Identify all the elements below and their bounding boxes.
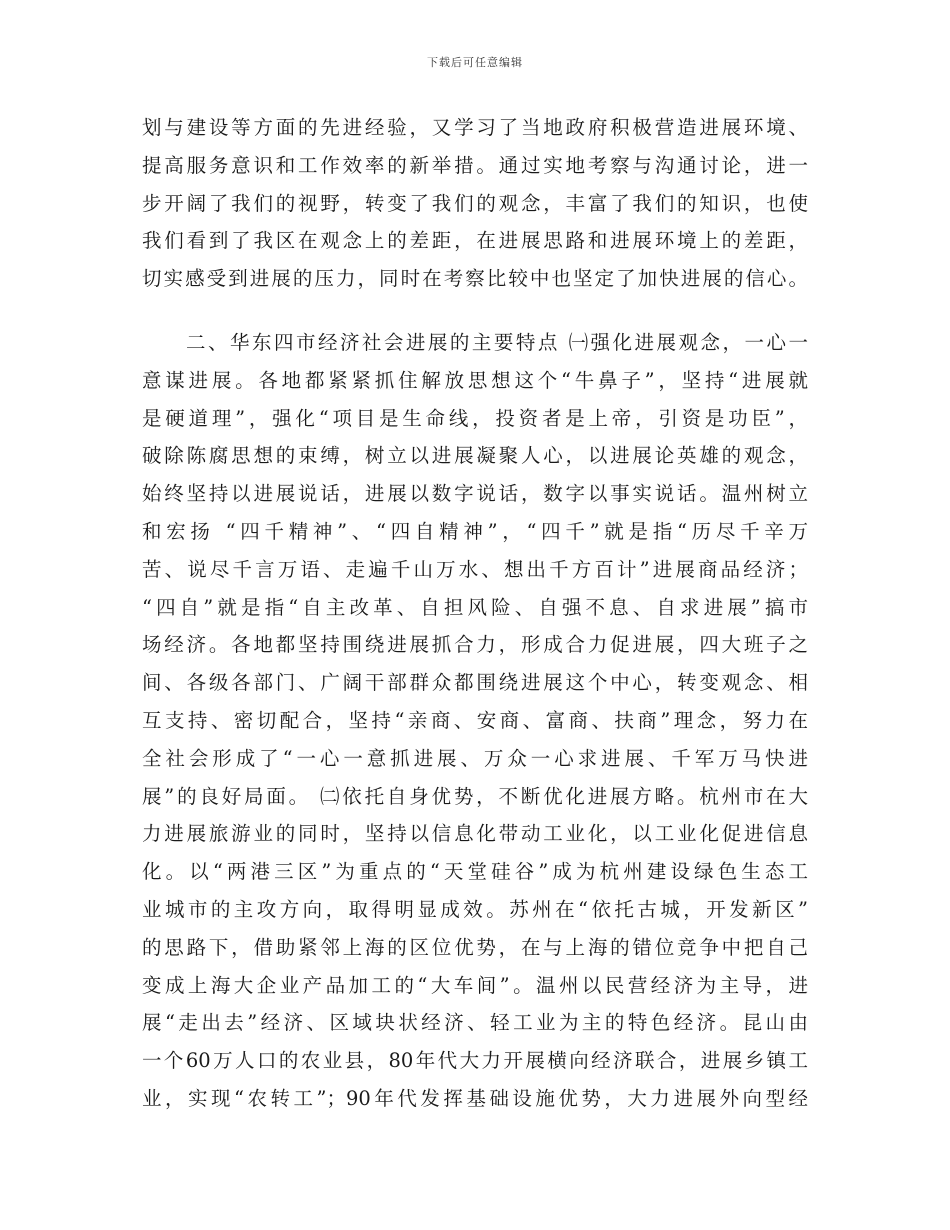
- text-line: 业，实现“农转工”；90年代发挥基础设施优势，大力进展外向型经: [142, 1086, 808, 1110]
- page-header: 下载后可任意编辑: [427, 56, 523, 69]
- text-line: 我们看到了我区在观念上的差距，在进展思路和进展环境上的差距，: [142, 229, 808, 253]
- text-line: 步开阔了我们的视野，转变了我们的观念，丰富了我们的知识，也使: [142, 191, 808, 215]
- text-line: 业城市的主攻方向，取得明显成效。苏州在“依托古城，开发新区”: [142, 897, 808, 921]
- text-line: 力进展旅游业的同时，坚持以信息化带动工业化，以工业化促进信息: [142, 822, 808, 846]
- text-line: 间、各级各部门、广阔干部群众都围绕进展这个中心，转变观念、相: [142, 671, 808, 695]
- text-line: 提高服务意识和工作效率的新举措。通过实地考察与沟通讨论，进一: [142, 153, 808, 177]
- text-line: 是硬道理”，强化“项目是生命线，投资者是上帝，引资是功臣”，: [142, 406, 808, 430]
- text-line: 意谋进展。各地都紧紧抓住解放思想这个“牛鼻子”，坚持“进展就: [142, 368, 808, 392]
- text-line: 全社会形成了“一心一意抓进展、万众一心求进展、千军万马快进: [142, 746, 808, 770]
- text-line: 场经济。各地都坚持围绕进展抓合力，形成合力促进展，四大班子之: [142, 633, 808, 657]
- paragraph-1: [142, 109, 808, 298]
- text-line: 化。以“两港三区”为重点的“天堂硅谷”成为杭州建设绿色生态工: [142, 860, 808, 884]
- text-line: 二、华东四市经济社会进展的主要特点 ㈠强化进展观念，一心一: [142, 331, 808, 354]
- text-line: 的思路下，借助紧邻上海的区位优势，在与上海的错位竞争中把自己: [142, 935, 808, 959]
- text-line: 展“走出去”经济、区域块状经济、轻工业为主的特色经济。昆山由: [142, 1011, 808, 1035]
- text-line: 一个60万人口的农业县，80年代大力开展横向经济联合，进展乡镇工: [142, 1049, 808, 1073]
- text-line: 互支持、密切配合，坚持“亲商、安商、富商、扶商”理念，努力在: [142, 708, 808, 732]
- text-line: 和宏扬 “四千精神”、“四自精神”，“四千”就是指“历尽千辛万: [142, 519, 808, 543]
- text-line: 破除陈腐思想的束缚，树立以进展凝聚人心，以进展论英雄的观念，: [142, 444, 808, 468]
- text-line: 展”的良好局面。 ㈡依托自身优势，不断优化进展方略。杭州市在大: [142, 784, 808, 808]
- text-line: 变成上海大企业产品加工的“大车间”。温州以民营经济为主导，进: [142, 973, 808, 997]
- text-line: 始终坚持以进展说话，进展以数字说话，数字以事实说话。温州树立: [142, 482, 808, 506]
- paragraph-2: [142, 324, 808, 1118]
- text-line: “四自”就是指“自主改革、自担风险、自强不息、自求进展”搞市: [142, 595, 808, 619]
- text-line: 苦、说尽千言万语、走遍千山万水、想出千方百计”进展商品经济；: [142, 557, 808, 581]
- text-line: 划与建设等方面的先进经验，又学习了当地政府积极营造进展环境、: [142, 116, 808, 139]
- text-line: 切实感受到进展的压力，同时在考察比较中也坚定了加快进展的信心。: [142, 267, 808, 291]
